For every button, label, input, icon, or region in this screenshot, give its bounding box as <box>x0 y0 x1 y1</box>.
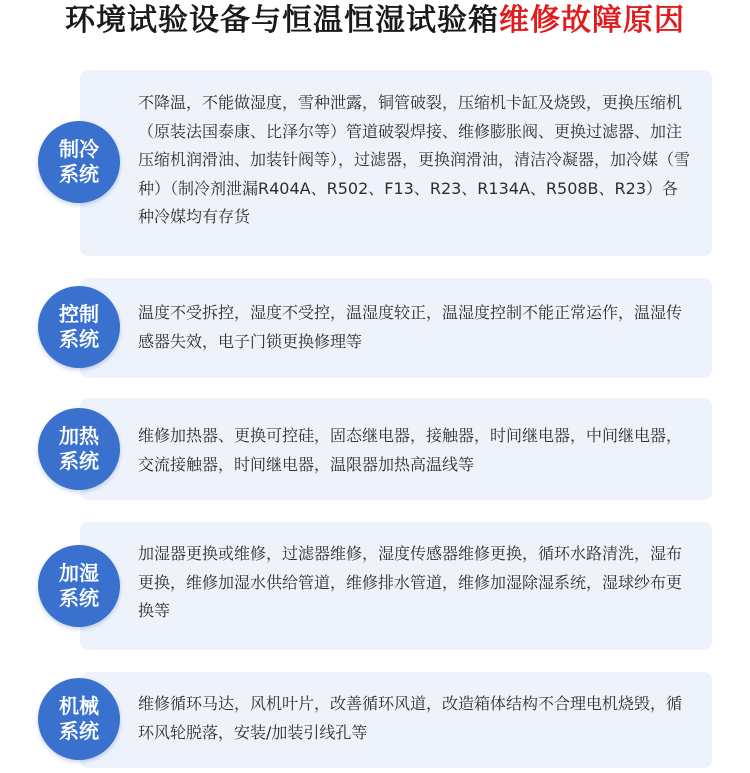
section-badge-mechanical <box>38 678 120 760</box>
section-badge-label: 系统 <box>59 449 99 473</box>
section-text-refrigeration: 不降温，不能做湿度，雪种泄露，铜管破裂，压缩机卡缸及烧毁，更换压缩机（原装法国泰康、比泽尔等）管道破裂焊接、维修膨胀阀、更换过滤器、加注压缩机润滑油、加装针阀等），过滤器，更换润滑油，清洁冷凝器，加冷媒（雪种）（制冷剂泄漏R404A、R502、F13、R23、R134A、R508B、R23）各种冷媒均有存货 <box>138 93 691 226</box>
section-text-humidification: 加湿器更换或维修，过滤器维修，湿度传感器维修更换，循环水路清洗，湿布更换，维修加湿水供给管道，维修排水管道，维修加湿除湿系统，湿球纱布更换等 <box>138 544 683 620</box>
section-badge-label: 系统 <box>59 586 99 610</box>
page-title-main: 环境试验设备与恒温恒湿试验箱 <box>65 3 499 38</box>
section-badge-label: 加湿 <box>59 561 99 585</box>
section-text-control: 温度不受拆控，湿度不受控，温湿度较正，温湿度控制不能正常运作，温湿传感器失效，电子门锁更换修理等 <box>138 303 683 351</box>
section-badge-control <box>38 286 120 368</box>
section-badge-refrigeration <box>38 121 120 203</box>
section-text-mechanical: 维修循环马达，风机叶片，改善循环风道，改造箱体结构不合理电机烧毁，循环风轮脱落，安装/加装引线孔等 <box>138 694 683 742</box>
section-badge-label: 系统 <box>59 719 99 743</box>
section-text-heating: 维修加热器、更换可控硅，固态继电器，接触器，时间继电器，中间继电器，交流接触器，时间继电器，温限器加热高温线等 <box>138 426 683 474</box>
page-title-highlight: 维修故障原因 <box>499 3 685 38</box>
section-badge-label: 系统 <box>59 327 99 351</box>
section-badge-heating <box>38 408 120 490</box>
section-badge-humidification <box>38 545 120 627</box>
section-badge-label: 制冷 <box>59 137 99 161</box>
section-badge-label: 系统 <box>59 162 99 186</box>
section-badge-label: 控制 <box>59 302 99 326</box>
section-badge-label: 机械 <box>59 694 99 718</box>
page-title <box>0 2 750 40</box>
section-badge-label: 加热 <box>59 424 99 448</box>
